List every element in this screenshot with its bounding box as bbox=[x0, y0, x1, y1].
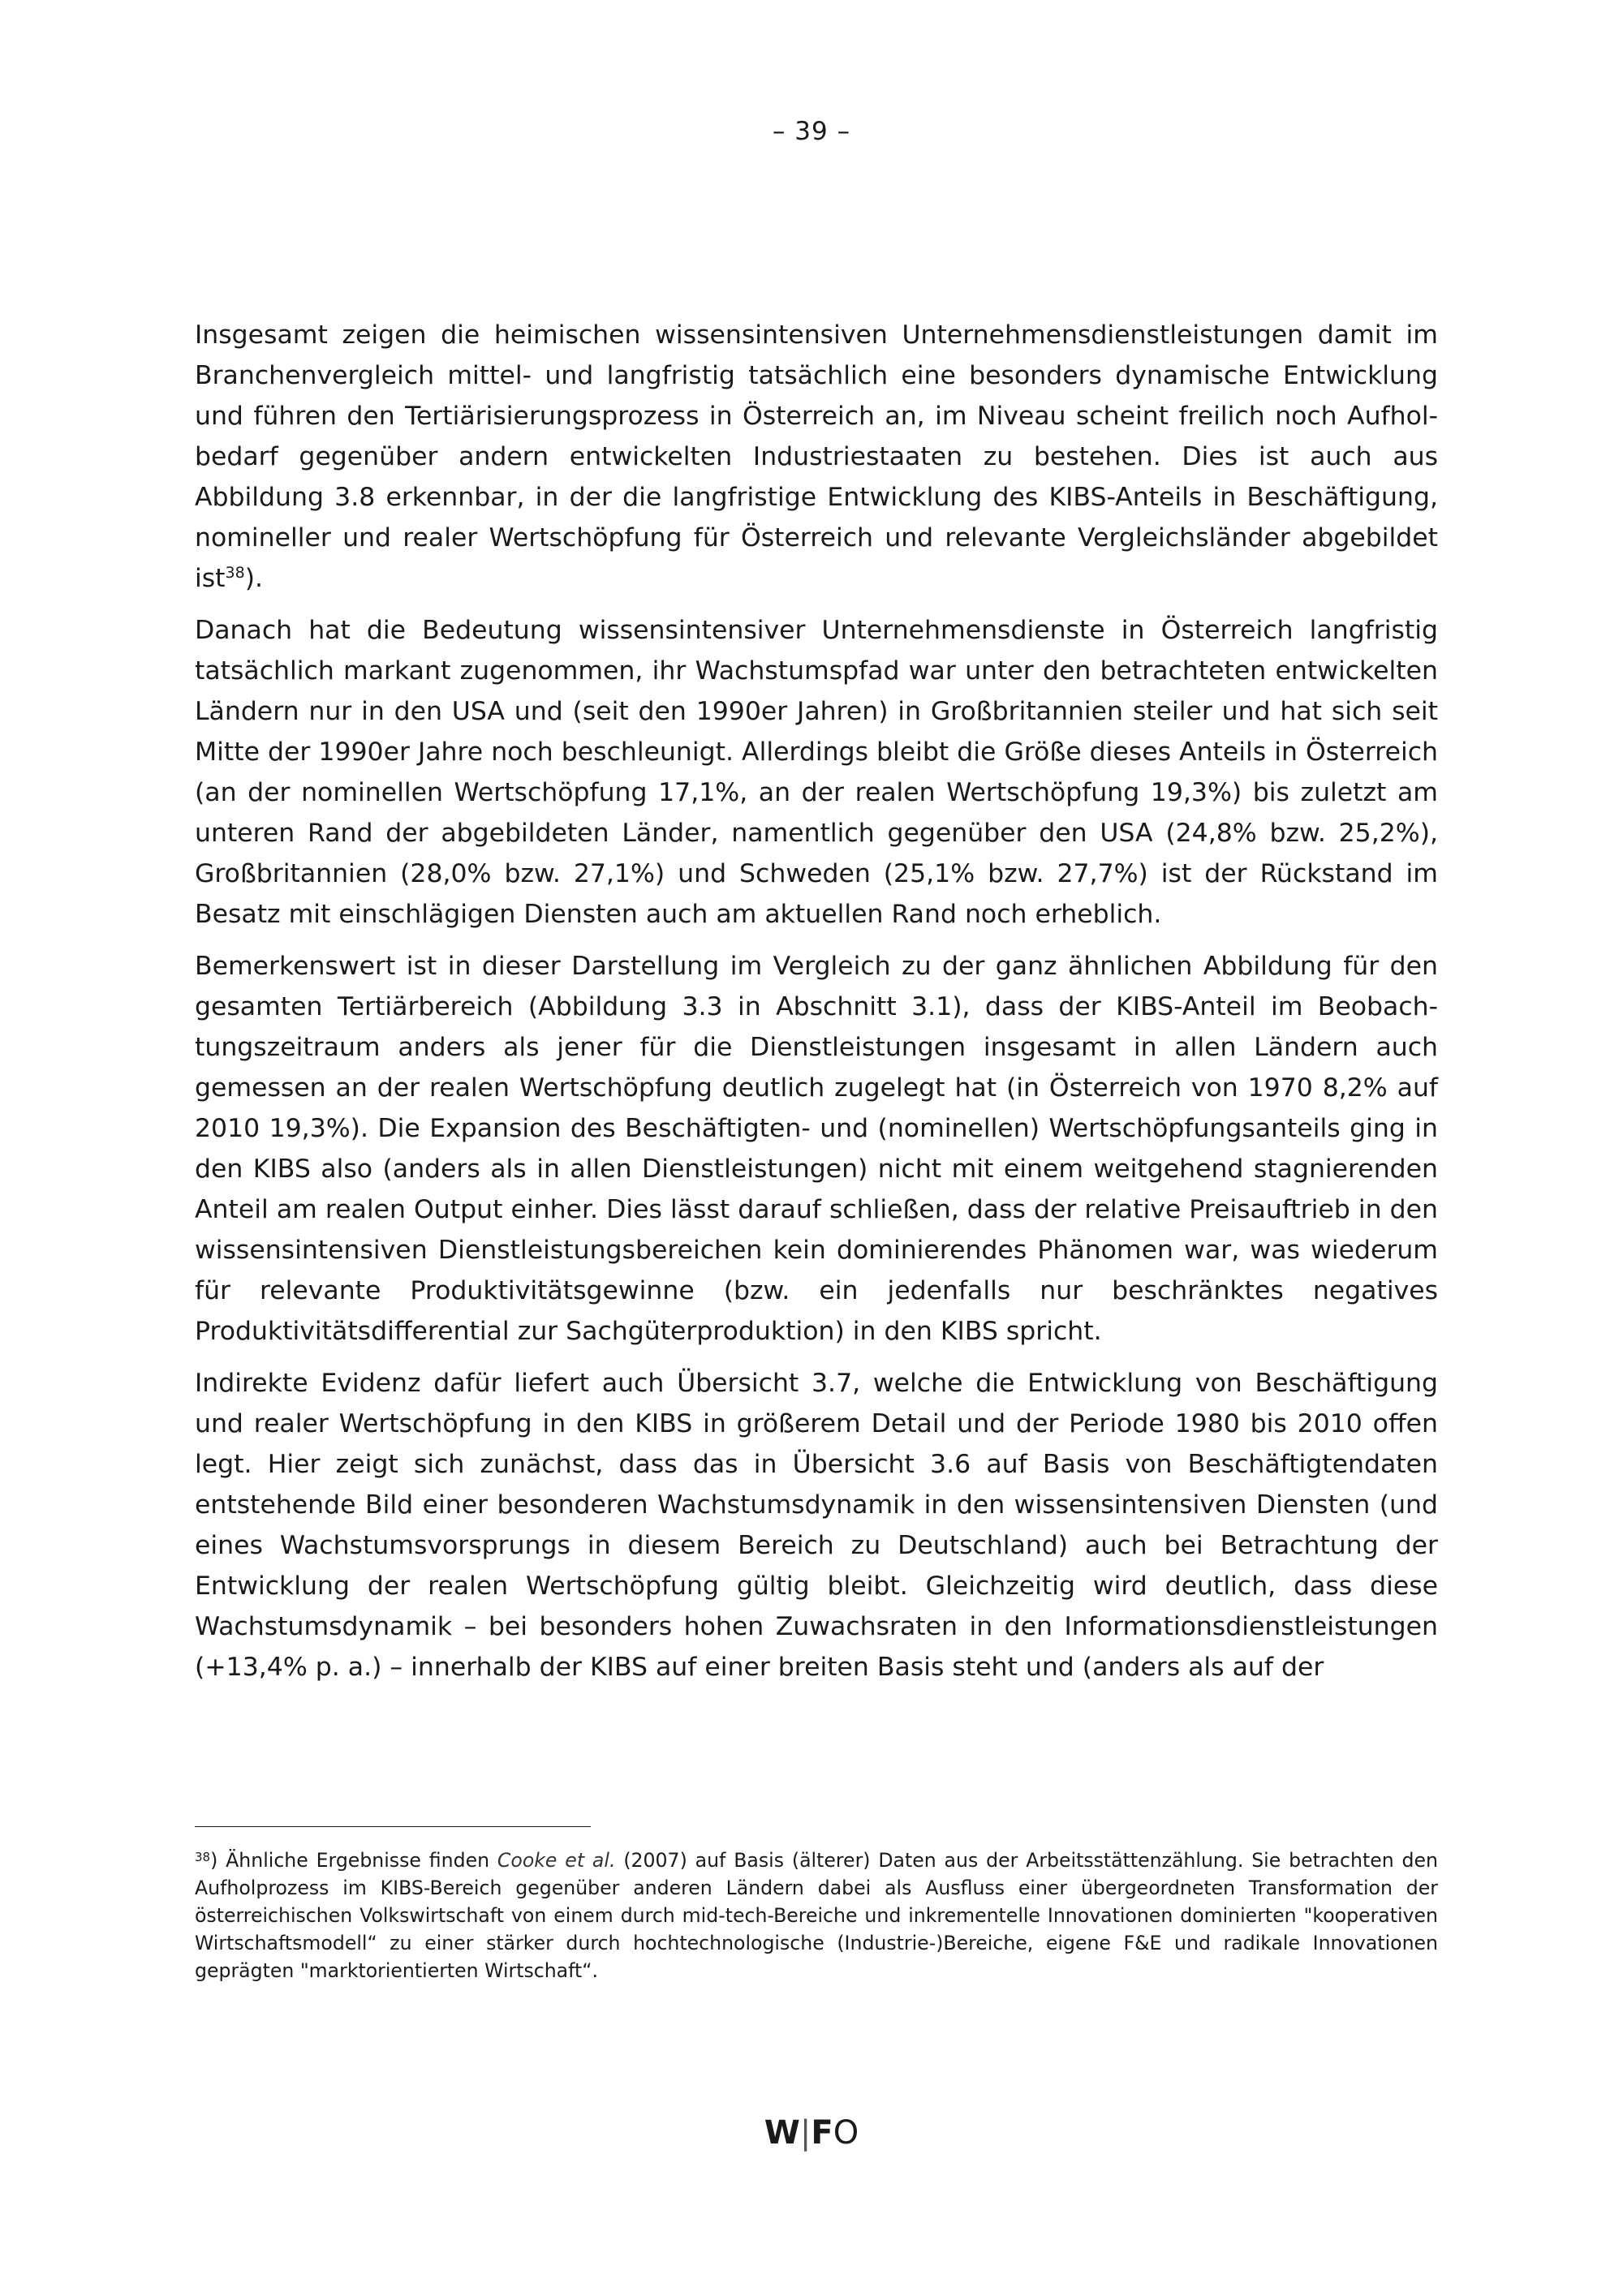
footnote-citation: Cooke et al. bbox=[497, 1849, 616, 1872]
logo-letter-o: O bbox=[833, 2114, 859, 2152]
logo-letter-f: F bbox=[811, 2114, 833, 2152]
paragraph-text: Insgesamt zeigen die heimischen wissensintensiven Unternehmensdienstleistungen damit im Branchenvergleich mittel- und langfristig tatsächlich eine besonders dynamische Entwicklung und führen den Tertiärisierungsprozess in Österreich an, im Niveau scheint freilich noch Aufholbedarf gegenüber andern entwickelten Industriestaaten zu bestehen. Dies ist auch aus Abbildung 3.8 erkennbar, in der die langfristige Entwicklung des KIBS-Anteils in Beschäftigung, nomineller und realer Wertschöpfung für Österreich und relevante Vergleichsländer abgebildet ist bbox=[195, 320, 1438, 593]
logo-letter-w: W bbox=[764, 2114, 800, 2152]
footnote-reference[interactable]: 38 bbox=[225, 564, 245, 582]
wifo-logo bbox=[0, 2113, 1623, 2152]
paragraph-3: Bemerkenswert ist in dieser Darstellung im Vergleich zu der ganz ähnlichen Abbildung für den gesamten Tertiärbereich (Abbildung 3.3 in Abschnitt 3.1), dass der KIBS-Anteil im Beobachtungszeitraum anders als jener für die Dienstleistungen insgesamt in allen Ländern auch gemessen an der realen Wertschöpfung deutlich zugelegt hat (in Österreich von 1970 8,2% auf 2010 19,3%). Die Expansion des Beschäftigten- und (nominellen) Wertschöpfungsanteils ging in den KIBS also (anders als in allen Dienstleistungen) nicht mit einem weitgehend stagnierenden Anteil am realen Output einher. Dies lässt darauf schließen, dass der relative Preisauftrieb in den wissensintensiven Dienstleistungsbereichen kein dominierendes Phänomen war, was wiederum für relevante Produktivitätsgewinne (bzw. ein jedenfalls nur beschränktes negatives Produktivitätsdifferential zur Sachgüterproduktion) in den KIBS spricht. bbox=[195, 952, 1438, 1346]
footnote-prefix: ) Ähnliche Ergebnisse finden bbox=[210, 1849, 497, 1872]
footnote-divider bbox=[195, 1826, 591, 1827]
paragraph-1 bbox=[195, 315, 1438, 599]
paragraph-2: Danach hat die Bedeutung wissensintensiver Unternehmensdienste in Österreich langfristig tatsächlich markant zugenommen, ihr Wachstumspfad war unter den betrachteten entwickelten Ländern nur in den USA und (seit den 1990er Jahren) in Großbritannien steiler und hat sich seit Mitte der 1990er Jahre noch beschleunigt. Allerdings bleibt die Größe dieses Anteils in Österreich (an der nominellen Wertschöpfung 17,1%, an der realen Wertschöpfung 19,3%) bis zuletzt am unteren Rand der abgebildeten Länder, namentlich gegenüber den USA (24,8% bzw. 25,2%), Großbritannien (28,0% bzw. 27,1%) und Schweden (25,1% bzw. 27,7%) ist der Rückstand im Besatz mit einschlägigen Diensten auch am aktuellen Rand noch erheblich. bbox=[195, 616, 1438, 929]
page-number: – 39 – bbox=[772, 117, 851, 146]
footnote-text: (2007) auf Basis (älterer) Daten aus der Arbeitsstättenzählung. Sie betrachten den Aufholprozess im KIBS-Bereich gegenüber anderen Ländern dabei als Ausfluss einer übergeordneten Transformation der österreichischen Volkswirtschaft von einem durch mid-tech-Bereiche und inkrementelle Innovationen dominierten "kooperativen Wirtschaftsmodell“ zu einer stärker durch hochtechnologische (Industrie-)Bereiche, eigene F&E und radikale Innovationen geprägten "marktorientierten Wirtschaft“. bbox=[195, 1849, 1438, 1982]
footnote bbox=[195, 1847, 1438, 1984]
body-text bbox=[195, 315, 1438, 1699]
footnote-number: 38 bbox=[195, 1850, 211, 1864]
paragraph-4: Indirekte Evidenz dafür liefert auch Übersicht 3.7, welche die Entwicklung von Beschäftigung und realer Wertschöpfung in den KIBS in größerem Detail und der Periode 1980 bis 2010 offen legt. Hier zeigt sich zunächst, dass das in Übersicht 3.6 auf Basis von Beschäftigtendaten entstehende Bild einer besonderen Wachstumsdynamik in den wissensintensiven Diensten (und eines Wachstumsvorsprungs in diesem Bereich zu Deutschland) auch bei Betrachtung der Entwicklung der realen Wertschöpfung gültig bleibt. Gleichzeitig wird deutlich, dass diese Wachstumsdynamik – bei besonders hohen Zuwachsraten in den Informationsdienstleistungen (+13,4% p. a.) – innerhalb der KIBS auf einer breiten Basis steht und (anders als auf der bbox=[195, 1369, 1438, 1682]
logo-bar: | bbox=[799, 2114, 812, 2152]
paragraph-text-end: ). bbox=[244, 564, 264, 593]
